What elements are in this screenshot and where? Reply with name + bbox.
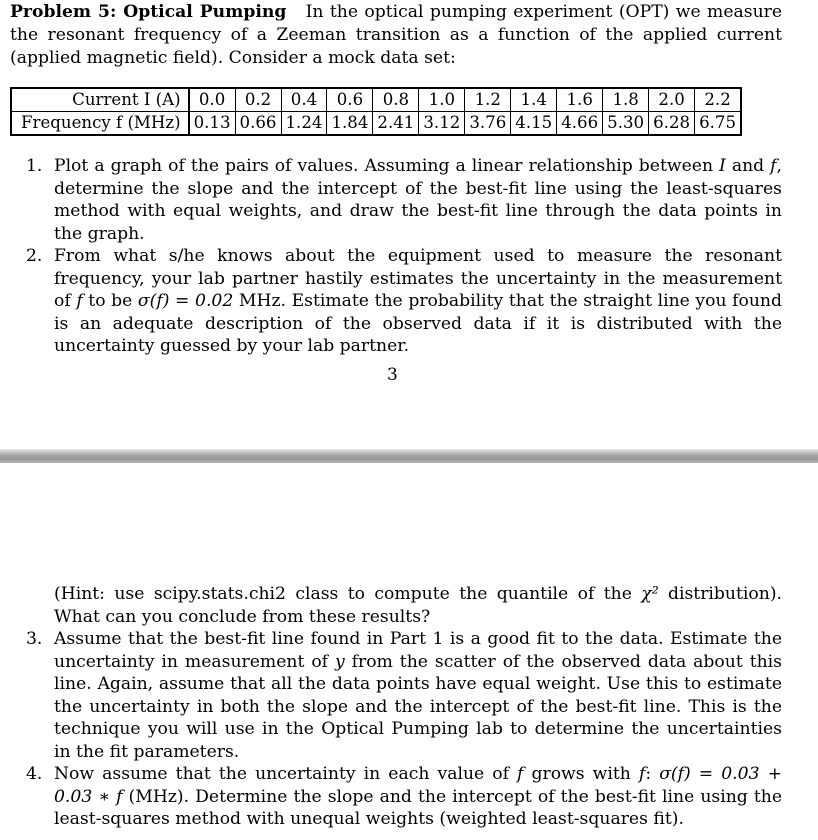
table-cell: 1.0 (419, 88, 465, 112)
table-cell: 4.15 (511, 112, 557, 136)
math-var: f (76, 291, 83, 311)
table-cell: 1.24 (281, 112, 327, 136)
math-var: f (517, 764, 524, 784)
table-cell: 5.30 (603, 112, 649, 136)
table-cell: 1.4 (511, 88, 557, 112)
question-text: , determine the slope and the intercept of the best-fit line using the least-squares method with equal weights, and draw the best-fit line through the data points in the graph. (54, 156, 783, 244)
question-list-top (26, 155, 782, 358)
row-label-frequency: Frequency f (MHz) (11, 112, 189, 136)
question-text: (Hint: use scipy.stats.chi2 class to compute the quantile of the (54, 584, 642, 604)
table-cell: 0.0 (189, 88, 235, 112)
table-row-current (11, 88, 741, 112)
row-label-current: Current I (A) (11, 88, 189, 112)
math-expression: σ(f) = 0.02 (137, 291, 234, 311)
math-var: f (770, 156, 777, 176)
question-text: : (645, 764, 660, 784)
page-break-divider (0, 449, 818, 463)
page-number: 3 (387, 365, 398, 385)
table-cell: 0.2 (235, 88, 281, 112)
table-cell: 2.2 (695, 88, 741, 112)
math-var: y (334, 651, 345, 672)
question-text: distribution). What can you conclude from these results? (54, 584, 782, 627)
table-cell: 0.13 (189, 112, 235, 136)
table-row-frequency (11, 112, 741, 136)
question-text: from the scatter of the observed data about this line. Again, assume that all the data points have equal weight. Use this to estimate the uncertainty in both the slope and the intercept of the best-fit line. This is the technique you will use in the Optical Pumping lab to determine the uncertainties in the fit parameters. (54, 651, 782, 762)
question-text: Plot a graph of the pairs of values. Assuming a linear relationship between (54, 156, 720, 176)
table-cell: 2.0 (649, 88, 695, 112)
question-list-bottom (26, 583, 782, 831)
table-cell: 0.6 (327, 88, 373, 112)
problem-intro-text: In the optical pumping experiment (OPT) we measure the resonant frequency of a Zeeman transition as a function of the applied current (applied magnetic field). Consider a mock data set: (10, 2, 783, 68)
question-number: 3. (26, 629, 43, 649)
question-text: to be (82, 291, 138, 311)
table-cell: 4.66 (557, 112, 603, 136)
math-var: I (719, 156, 726, 176)
table-cell: 0.8 (373, 88, 419, 112)
question-number: 4. (26, 764, 43, 784)
question-text: MHz. Estimate the probability that the straight line you found is an adequate description of the observed data if it is distributed with the uncertainty guessed by your lab partner. (54, 291, 782, 356)
table-cell: 6.28 (649, 112, 695, 136)
question-number: 2. (26, 246, 43, 266)
table-cell: 1.8 (603, 88, 649, 112)
question-3 (26, 628, 782, 763)
question-4 (26, 763, 782, 831)
problem-intro (10, 1, 782, 70)
table-cell: 0.66 (235, 112, 281, 136)
problem-heading: Problem 5: Optical Pumping (10, 2, 287, 22)
table-cell: 3.76 (465, 112, 511, 136)
question-1 (26, 155, 782, 245)
table-cell: 3.12 (419, 112, 465, 136)
table-cell: 6.75 (695, 112, 741, 136)
table-cell: 2.41 (373, 112, 419, 136)
table-cell: 1.6 (557, 88, 603, 112)
question-2 (26, 245, 782, 358)
question-number: 1. (26, 156, 43, 176)
question-text: From what s/he knows about the equipment used to measure the resonant frequency, your lab partner hastily estimates the uncertainty in the measurement of (54, 246, 782, 311)
question-list-continued (26, 628, 782, 831)
question-text: Now assume that the uncertainty in each value of (54, 764, 518, 784)
question-text: Assume that the best-fit line found in Part 1 is a good fit to the data. Estimate the uncertainty in measurement of (54, 629, 782, 672)
question-text: (MHz). Determine the slope and the intercept of the best-fit line using the least-squares method with unequal weights (weighted least-squares fit). (54, 786, 782, 829)
math-var: χ² (641, 584, 659, 604)
table-cell: 1.2 (465, 88, 511, 112)
table-cell: 1.84 (327, 112, 373, 136)
math-expression: σ(f) = 0.03 + 0.03 ∗ f (54, 764, 782, 807)
question-2-continuation (26, 583, 782, 628)
math-var: f (638, 764, 646, 784)
table-cell: 0.4 (281, 88, 327, 112)
question-text: and (725, 156, 771, 176)
question-text: grows with (523, 764, 639, 784)
data-table (10, 87, 742, 136)
